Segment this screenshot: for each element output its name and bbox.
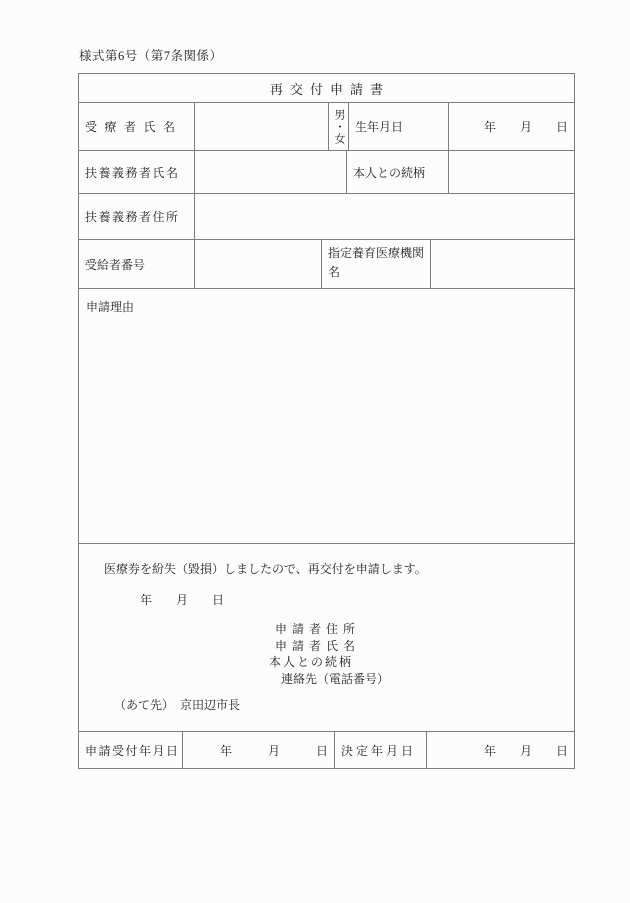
declaration-date-line: 年 月 日 [140,593,225,607]
birth-date-label: 生年月日 [348,103,448,150]
declaration-section [79,543,574,731]
medical-institution-field [430,240,574,288]
patient-name-label: 受療者氏名 [85,120,183,134]
office-use-row [79,731,574,768]
guardian-name-label: 扶養義務者氏名 [85,165,180,180]
guardian-address-label: 扶養義務者住所 [85,210,180,224]
guardian-name-row [79,150,574,193]
guardian-name-field [194,151,346,193]
patient-row [79,102,574,150]
recipient-number-label: 受給者番号 [85,257,146,272]
patient-name-field [194,103,328,150]
title-row [79,74,574,102]
decision-date-label: 決定年月日 [334,732,426,768]
guardian-address-row [79,193,574,239]
gender-options: 男・女 [333,108,345,145]
form-title: 再交付申請書 [269,81,390,97]
applicant-name-label: 申請者氏名 [275,639,361,653]
received-date-label: 申請受付年月日 [85,743,180,758]
recipient-number-row [79,239,574,288]
relationship-label: 本人との続柄 [346,151,448,193]
medical-institution-label: 指定養育医療機関名 [321,240,430,288]
guardian-address-field [194,194,574,239]
gender-cell [328,103,348,150]
decision-date-field: 年 月 日 [426,732,574,768]
declaration-statement: 医療券を紛失（毀損）しましたので、再交付を申請します。 [104,562,427,576]
received-date-field: 年 月 日 [182,732,334,768]
reissuance-application-form [78,73,575,769]
addressee-line: （あて先） 京田辺市長 [114,698,241,712]
application-reason-label: 申請理由 [86,300,135,314]
applicant-address-label: 申請者住所 [275,622,361,636]
application-reason-row [79,288,574,543]
contact-label: 連絡先（電話番号） [281,672,390,686]
birth-date-field: 年 月 日 [448,103,574,150]
relationship-field [448,151,574,193]
recipient-number-field [194,240,321,288]
form-number: 様式第6号（第7条関係） [79,49,223,63]
declaration-relationship-label: 本人との続柄 [269,655,354,669]
